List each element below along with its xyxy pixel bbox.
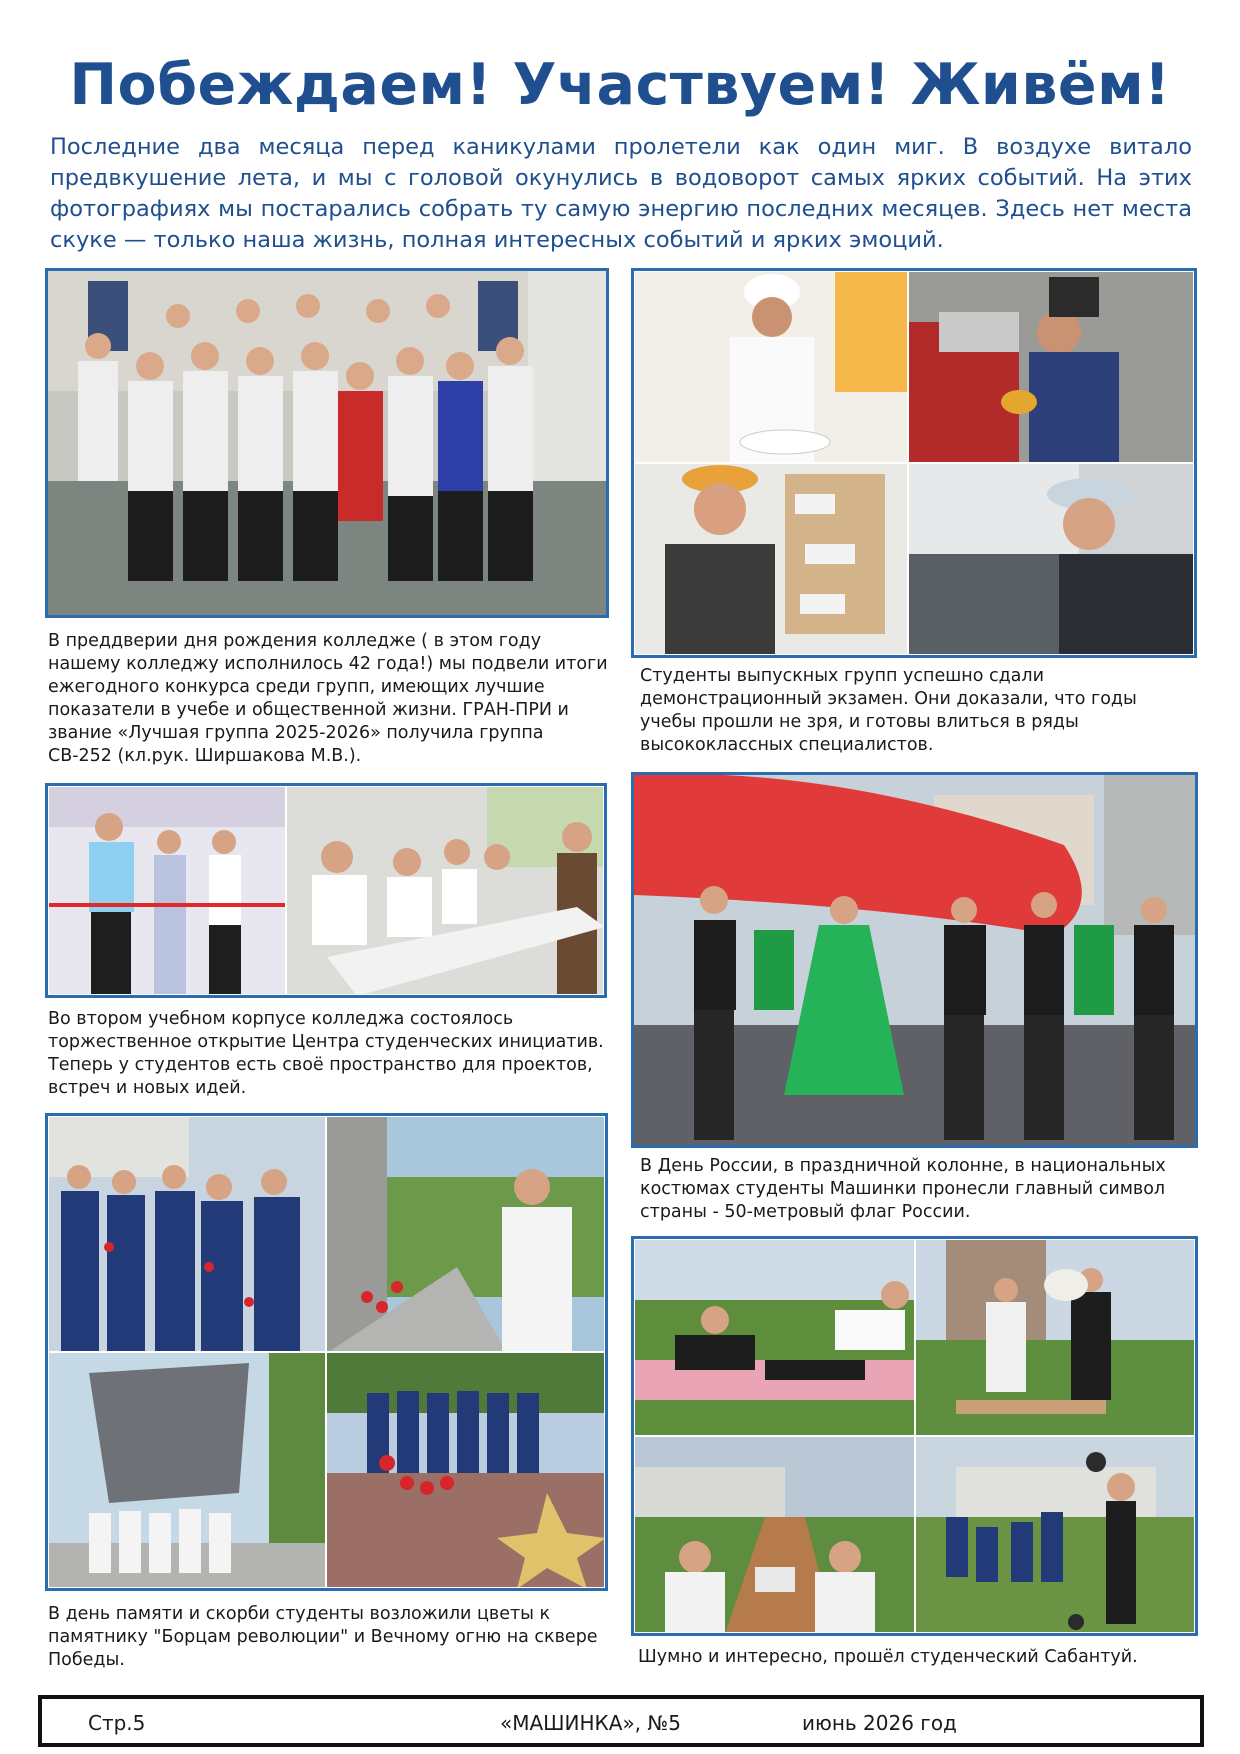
demo-exam-mechanic-tile xyxy=(908,463,1194,655)
student-center-table-tile xyxy=(286,786,604,995)
photo-student-center xyxy=(45,783,607,998)
photo-sabantuy xyxy=(631,1236,1198,1636)
memory-day-flowers-tile xyxy=(326,1116,605,1352)
caption-best-group: В преддверии дня рождения колледже ( в этом году нашему колледжу исполнилось 42 года!) мы подвели итоги ежегодного конкурса среди групп, имеющих лучшие показатели в учебе и общественной жизни. ГРАН-ПРИ и звание «Лучшая группа 2025-2026» получила группа СВ-252 (кл.рук. Ширшакова М.В.). xyxy=(48,631,608,766)
photo-best-group xyxy=(45,268,609,618)
page-footer xyxy=(38,1695,1204,1747)
sabantuy-checkers-tile xyxy=(634,1436,915,1633)
photo-demo-exam xyxy=(631,268,1197,658)
sabantuy-pillow-fight-tile xyxy=(915,1239,1195,1436)
demo-exam-cook-tile xyxy=(634,271,908,463)
footer-issue: «МАШИНКА», №5 xyxy=(500,1711,681,1735)
footer-page-number: Стр.5 xyxy=(88,1711,146,1735)
memory-day-cadets-tile xyxy=(48,1116,326,1352)
student-center-ribbon-tile xyxy=(48,786,286,995)
caption-demo-exam: Студенты выпускных групп успешно сдали демонстрационный экзамен. Они доказали, что годы учебы прошли не зря, и готовы влиться в ряды высококлассных специалистов. xyxy=(640,666,1137,755)
memory-day-eternal-flame-tile xyxy=(326,1352,605,1588)
sabantuy-tug-tile xyxy=(634,1239,915,1436)
caption-russia-day: В День России, в праздничной колонне, в национальных костюмах студенты Машинки пронесли главный символ страны - 50-метровый флаг России. xyxy=(640,1156,1166,1222)
photo-russia-day xyxy=(631,772,1198,1148)
intro-paragraph: Последние два месяца перед каникулами пролетели как один миг. В воздухе витало предвкушение лета, и мы с головой окунулись в водоворот самых ярких событий. На этих фотографиях мы постарались собрать ту самую энергию последних месяцев. Здесь нет места скуке — только наша жизнь, полная интересных событий и ярких эмоций. xyxy=(50,134,1192,253)
caption-student-center: Во втором учебном корпусе колледжа состоялось торжественное открытие Центра студенческих инициатив. Теперь у студентов есть своё пространство для проектов, встреч и новых идей. xyxy=(48,1009,604,1098)
photo-memory-day xyxy=(45,1113,608,1591)
caption-memory-day: В день памяти и скорби студенты возложили цветы к памятнику "Борцам революции" и Вечному огню на сквере Победы. xyxy=(48,1604,598,1670)
demo-exam-welder-tile xyxy=(908,271,1194,463)
demo-exam-electrician-tile xyxy=(634,463,908,655)
footer-date: июнь 2026 год xyxy=(802,1711,957,1735)
caption-sabantuy: Шумно и интересно, прошёл студенческий Сабантуй. xyxy=(638,1647,1138,1667)
memory-day-monument-tile xyxy=(48,1352,326,1588)
page-title: Побеждаем! Участвуем! Живём! xyxy=(69,52,1171,118)
sabantuy-kettlebell-tile xyxy=(915,1436,1195,1633)
